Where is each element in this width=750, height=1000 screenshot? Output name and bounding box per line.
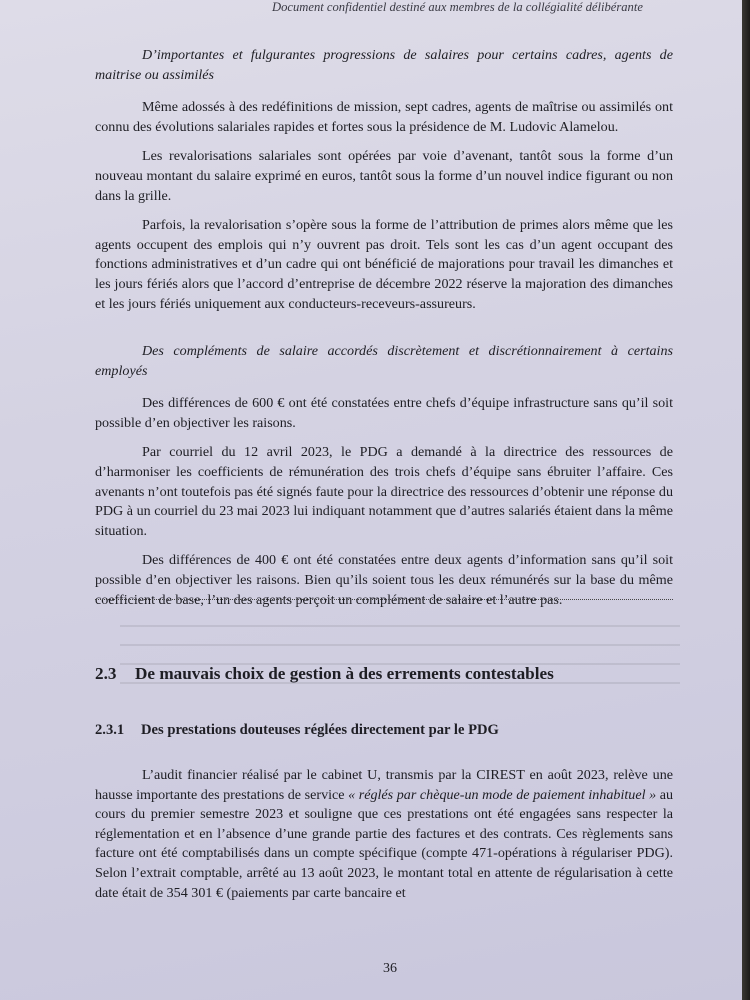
paragraph-5: Par courriel du 12 avril 2023, le PDG a demandé à la directrice des ressources de d’harmoniser les coefficients de rémunération des trois chefs d’équipe sans ébruiter l’affaire. Ces avenants n’ont toutefois pas été signés faute pour la directrice des ressources d’obtenir une réponse du PDG à un courriel du 23 mai 2023 lui indiquant notamment que d’autres salariés étaient dans la même situation. (95, 444, 673, 539)
subtitle-salary-progression: D’importantes et fulgurantes progressions de salaires pour certains cadres, agents de maitrise ou assimilés (95, 47, 673, 83)
heading-2-3-1 (95, 722, 499, 739)
subtitle-salary-complements: Des compléments de salaire accordés discrètement et discrétionnairement à certains employés (95, 343, 673, 379)
paragraph-6: Des différences de 400 € ont été constatées entre deux agents d’information sans qu’il soit possible d’en objectiver les raisons. Bien qu’ils soient tous les deux rémunérés sur la base du même coefficient de base, l’un des agents perçoit un complément de salaire et l’autre pas. (95, 552, 673, 608)
heading-2-3-title: De mauvais choix de gestion à des errements contestables (135, 664, 554, 683)
dotted-separator (95, 599, 673, 600)
page-number: 36 (383, 961, 397, 976)
paragraph-2: Les revalorisations salariales sont opérées par voie d’avenant, tantôt sous la forme d’un nouveau montant du salaire exprimé en euros, tantôt sous la forme d’un nouvel indice figurant ou non dans la grille. (95, 148, 673, 204)
paragraph-7-end: au cours du premier semestre 2023 et souligne que ces prestations ont été engagées sans respecter la réglementation et en l’absence d’une grande partie des factures et des contrats. Ces règlements sans facture ont été comptabilisés dans un compte spécifique (compte 471-opérations à régulariser PDG). Selon l’extrait comptable, arrêté au 13 août 2023, le montant total en attente de régularisation à cette date était de 354 301 € (paiements par carte bancaire et (95, 786, 673, 901)
paragraph-7 (95, 766, 673, 903)
heading-2-3-number: 2.3 (95, 664, 117, 683)
paragraph-4: Des différences de 600 € ont été constatées entre chefs d’équipe infrastructure sans qu’il soit possible d’en objectiver les raisons. (95, 395, 673, 431)
paragraph-1: Même adossés à des redéfinitions de mission, sept cadres, agents de maîtrise ou assimilés ont connu des évolutions salariales rapides et fortes sous la présidence de M. Ludovic Alamelou. (95, 99, 673, 135)
salary-complements-block (95, 342, 673, 610)
heading-2-3 (95, 664, 554, 684)
paragraph-7-start: L’audit financier réalisé par le cabinet U, transmis par la CIREST en août 2023, relève une hausse importante des prestations de service (95, 767, 673, 803)
paragraph-3: Parfois, la revalorisation s’opère sous la forme de l’attribution de primes alors même que les agents occupent des emplois qui n’y ouvrent pas droit. Tels sont les cas d’un agent occupant des fonctions administratives et d’un cadre qui ont bénéficié de majorations pour travail les dimanches et les jours fériés alors que l’accord d’entreprise de décembre 2022 réserve la majoration des dimanches et les jours fériés uniquement aux conducteurs-receveurs-assureurs. (95, 217, 673, 312)
confidential-header: Document confidentiel destiné aux membres de la collégialité délibérante (272, 0, 643, 14)
paragraph-7-quote: « réglés par chèque-un mode de paiement inhabituel » (348, 786, 657, 803)
salary-progression-block (95, 46, 673, 314)
heading-2-3-1-title: Des prestations douteuses réglées directement par le PDG (141, 722, 499, 738)
audit-block (95, 766, 673, 903)
heading-2-3-1-number: 2.3.1 (95, 722, 125, 738)
background-edge (742, 0, 750, 1000)
